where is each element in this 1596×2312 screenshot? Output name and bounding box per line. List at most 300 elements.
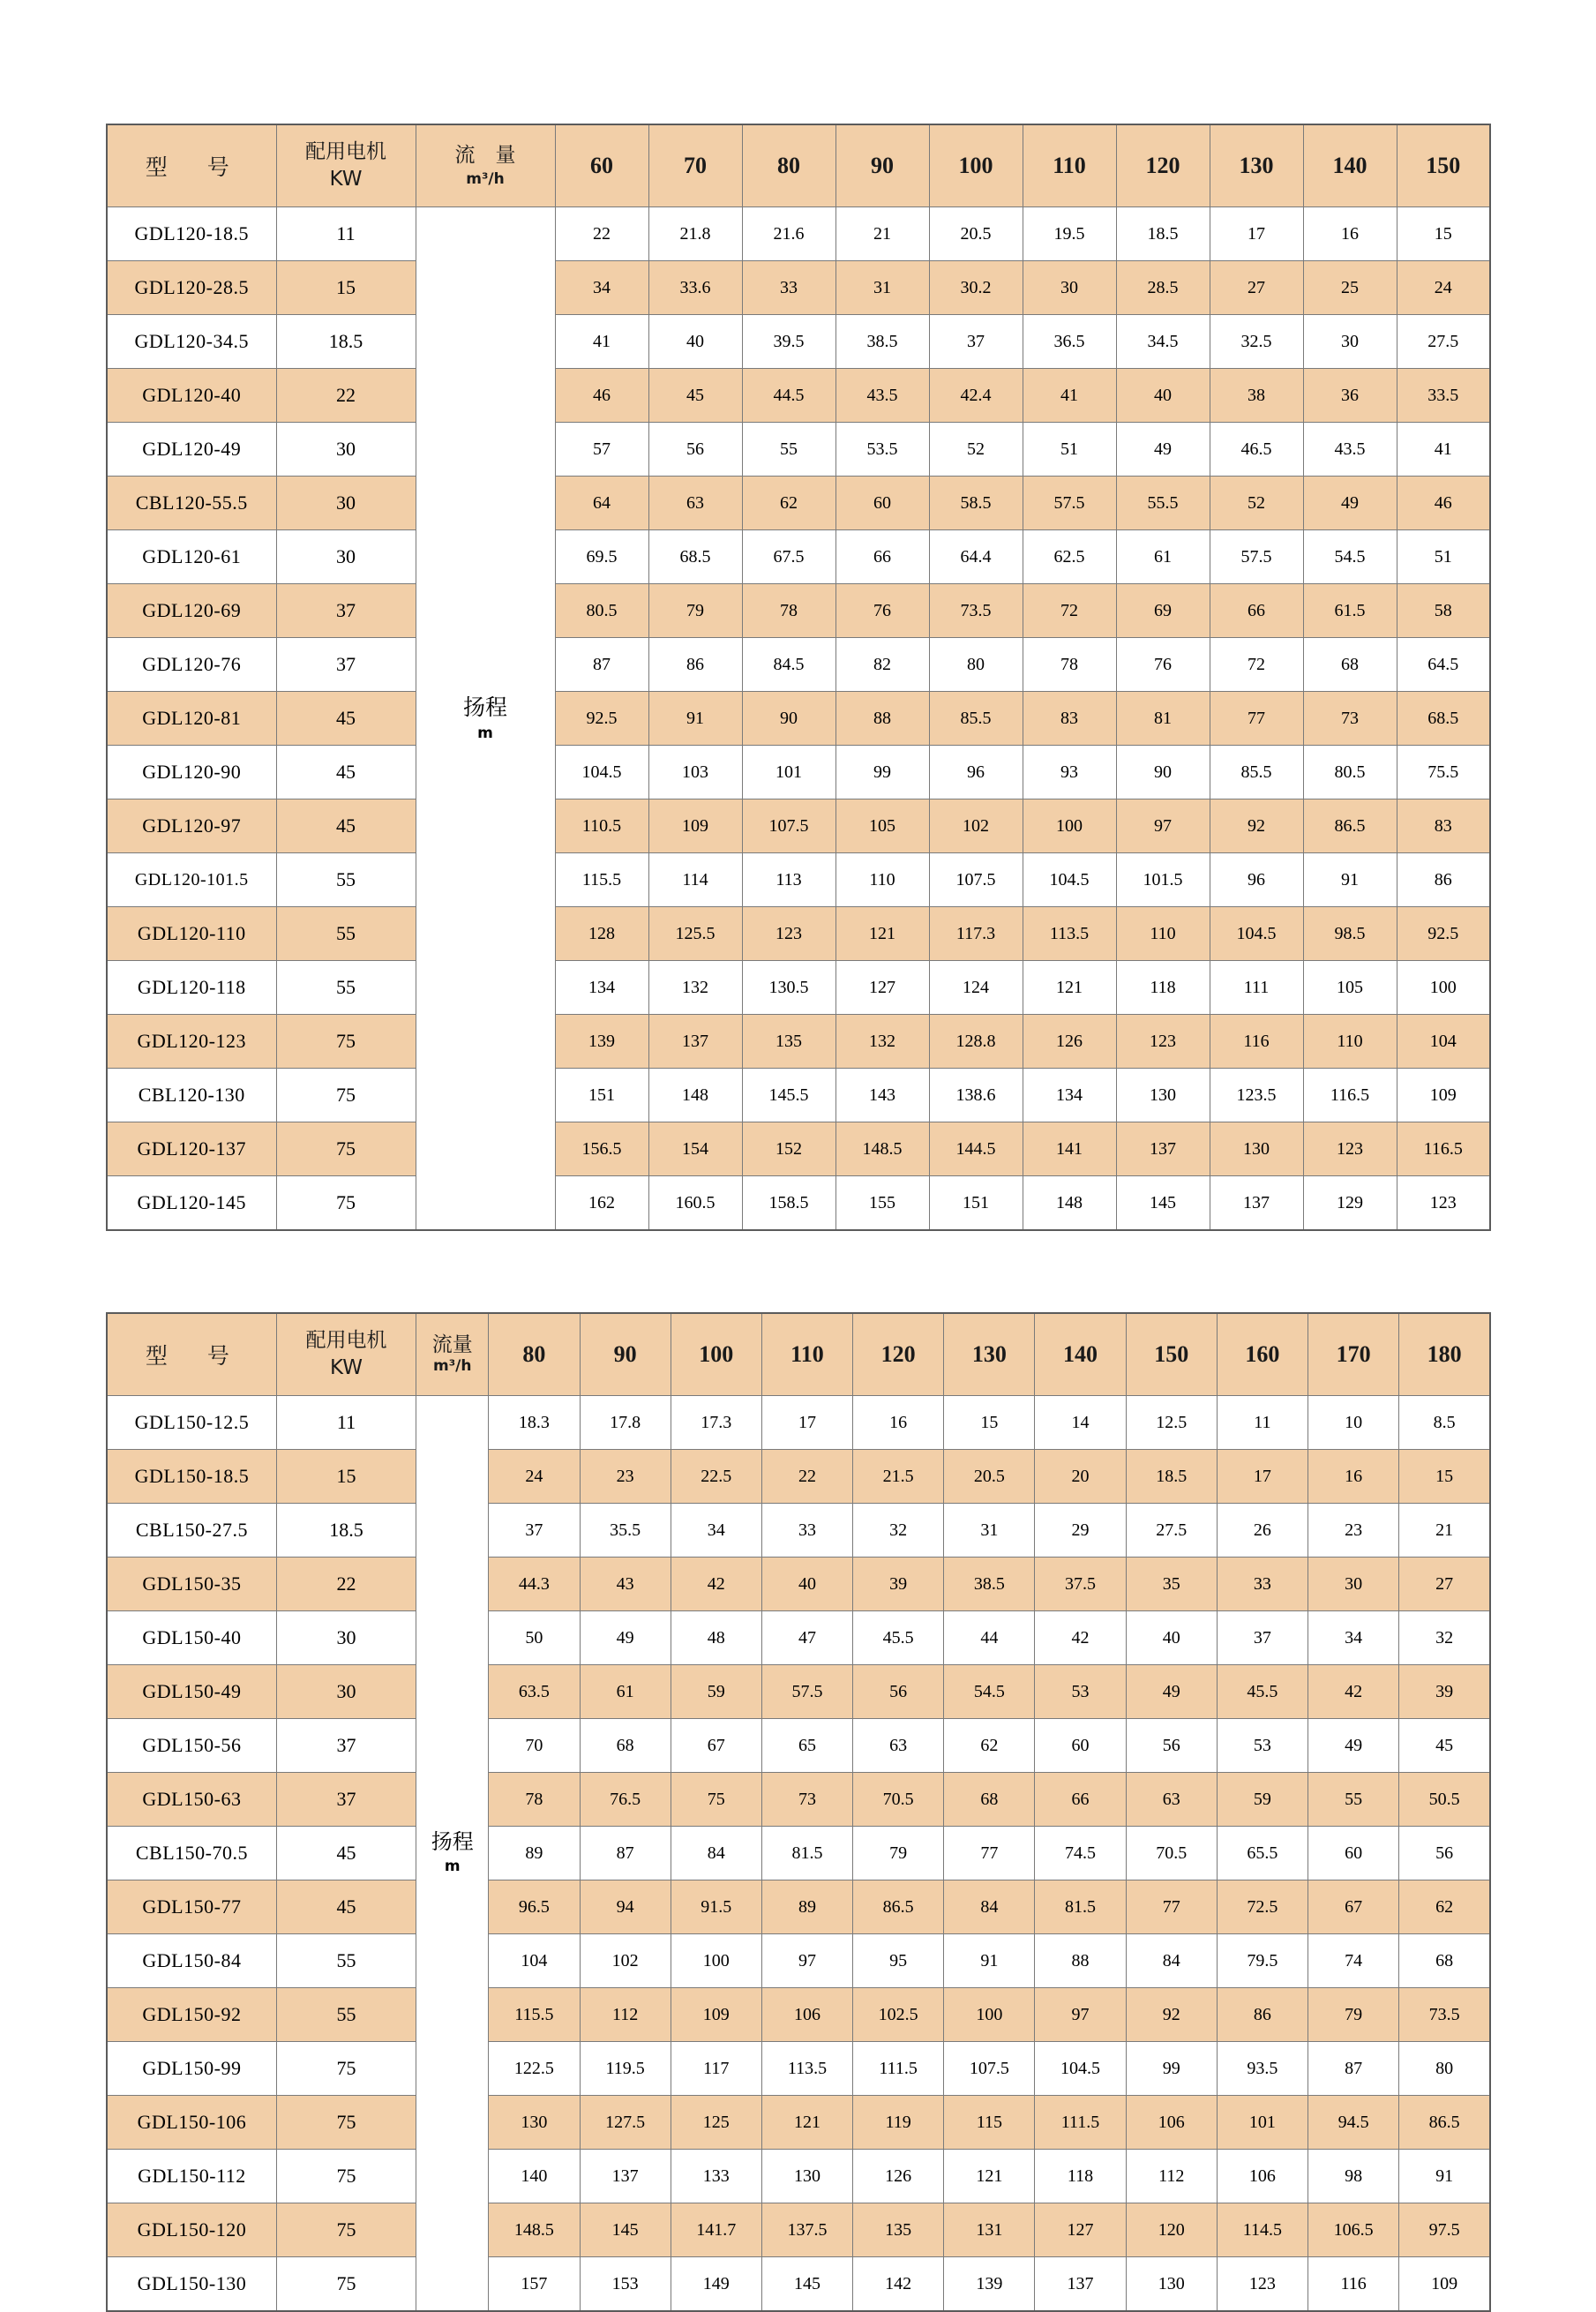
table-row	[107, 1396, 1490, 1450]
cell-head-value: 115.5	[555, 853, 648, 907]
cell-head-value: 20	[1035, 1450, 1126, 1504]
cell-head-value: 68	[1399, 1934, 1490, 1988]
cell-motor-kw: 55	[276, 961, 416, 1015]
cell-head-value: 102	[580, 1934, 671, 1988]
cell-head-value: 67	[671, 1719, 761, 1773]
cell-head-value: 46	[555, 369, 648, 423]
cell-head-value: 58.5	[929, 477, 1023, 530]
cell-head-value: 27	[1399, 1558, 1490, 1611]
cell-head-value: 78	[489, 1773, 580, 1827]
cell-head-value: 118	[1035, 2150, 1126, 2203]
cell-head-value: 23	[580, 1450, 671, 1504]
cell-head-value: 103	[648, 746, 742, 799]
cell-head-value: 20.5	[929, 207, 1023, 261]
cell-head-value: 90	[742, 692, 835, 746]
header-flow-col-2: 80	[742, 124, 835, 207]
cell-head-value: 18.5	[1126, 1450, 1217, 1504]
cell-head-value: 33.5	[1397, 369, 1490, 423]
cell-head-value: 92.5	[1397, 907, 1490, 961]
cell-head-value: 17.8	[580, 1396, 671, 1450]
cell-head-value: 54.5	[1303, 530, 1397, 584]
cell-head-value: 39	[853, 1558, 944, 1611]
header-flow-col-7: 150	[1126, 1313, 1217, 1396]
cell-head-value: 79.5	[1217, 1934, 1308, 1988]
cell-head-value: 123	[1217, 2257, 1308, 2312]
cell-head-value: 137	[1210, 1176, 1303, 1231]
cell-head-value: 120	[1126, 2203, 1217, 2257]
cell-head-value: 128.8	[929, 1015, 1023, 1069]
table-row	[107, 1558, 1490, 1611]
cell-head-value: 92.5	[555, 692, 648, 746]
cell-model: GDL150-84	[107, 1934, 276, 1988]
cell-head-value: 83	[1397, 799, 1490, 853]
table-row	[107, 369, 1490, 423]
cell-head-value: 117.3	[929, 907, 1023, 961]
cell-head-value: 101	[742, 746, 835, 799]
cell-head-value: 73	[1303, 692, 1397, 746]
cell-head-value: 106	[1217, 2150, 1308, 2203]
cell-head-value: 139	[944, 2257, 1035, 2312]
head-label-text: 扬程	[462, 694, 507, 720]
cell-head-value: 117	[671, 2042, 761, 2096]
cell-head-value: 127	[835, 961, 929, 1015]
cell-head-value: 81.5	[761, 1827, 852, 1880]
cell-model: GDL150-18.5	[107, 1450, 276, 1504]
cell-head-value: 111	[1210, 961, 1303, 1015]
cell-head-value: 113.5	[761, 2042, 852, 2096]
cell-head-value: 148	[648, 1069, 742, 1122]
cell-head-value: 133	[671, 2150, 761, 2203]
cell-motor-kw: 30	[276, 423, 416, 477]
cell-head-value: 88	[835, 692, 929, 746]
cell-head-value: 158.5	[742, 1176, 835, 1231]
table-row	[107, 1665, 1490, 1719]
cell-head-value: 142	[853, 2257, 944, 2312]
cell-head-value: 145.5	[742, 1069, 835, 1122]
head-label-unit: m	[477, 724, 493, 742]
cell-head-value: 100	[671, 1934, 761, 1988]
cell-head-value: 80	[1399, 2042, 1490, 2096]
cell-head-value: 139	[555, 1015, 648, 1069]
cell-head-value: 98	[1308, 2150, 1399, 2203]
cell-head-value: 56	[1399, 1827, 1490, 1880]
cell-head-value: 52	[929, 423, 1023, 477]
cell-head-value: 43.5	[1303, 423, 1397, 477]
cell-head-value: 63	[1126, 1773, 1217, 1827]
cell-head-value: 30	[1023, 261, 1116, 315]
cell-head-value: 154	[648, 1122, 742, 1176]
cell-head-value: 162	[555, 1176, 648, 1231]
cell-motor-kw: 45	[276, 1880, 416, 1934]
cell-motor-kw: 22	[276, 369, 416, 423]
cell-head-value: 97.5	[1399, 2203, 1490, 2257]
cell-model: GDL120-34.5	[107, 315, 276, 369]
cell-head-value: 62	[1399, 1880, 1490, 1934]
cell-head-value: 21.8	[648, 207, 742, 261]
cell-head-value: 84.5	[742, 638, 835, 692]
table-row	[107, 1176, 1490, 1231]
cell-head-value: 16	[1308, 1450, 1399, 1504]
cell-head-value: 24	[1397, 261, 1490, 315]
cell-head-value: 122.5	[489, 2042, 580, 2096]
cell-head-value: 49	[580, 1611, 671, 1665]
cell-head-value: 82	[835, 638, 929, 692]
cell-head-value: 87	[555, 638, 648, 692]
cell-head-value: 63	[853, 1719, 944, 1773]
cell-head-value: 50	[489, 1611, 580, 1665]
cell-head-value: 137.5	[761, 2203, 852, 2257]
cell-model: CBL150-70.5	[107, 1827, 276, 1880]
cell-head-value: 128	[555, 907, 648, 961]
cell-head-value: 55.5	[1116, 477, 1210, 530]
header-flow-col-9: 170	[1308, 1313, 1399, 1396]
cell-head-value: 111.5	[1035, 2096, 1126, 2150]
cell-head-value: 49	[1126, 1665, 1217, 1719]
cell-head-value: 126	[1023, 1015, 1116, 1069]
cell-head-value: 106	[1126, 2096, 1217, 2150]
cell-head-value: 116	[1210, 1015, 1303, 1069]
table-row	[107, 1773, 1490, 1827]
cell-head-value: 22.5	[671, 1450, 761, 1504]
cell-model: GDL120-18.5	[107, 207, 276, 261]
cell-head-value: 145	[761, 2257, 852, 2312]
cell-head-value: 63.5	[489, 1665, 580, 1719]
cell-head-value: 107.5	[742, 799, 835, 853]
cell-head-value: 112	[580, 1988, 671, 2042]
cell-head-value: 138.6	[929, 1069, 1023, 1122]
cell-head-value: 59	[671, 1665, 761, 1719]
cell-motor-kw: 30	[276, 530, 416, 584]
cell-head-value: 137	[648, 1015, 742, 1069]
cell-model: GDL120-76	[107, 638, 276, 692]
cell-head-value: 59	[1217, 1773, 1308, 1827]
cell-head-value: 33	[742, 261, 835, 315]
cell-head-value: 79	[1308, 1988, 1399, 2042]
header-flow-col-0: 60	[555, 124, 648, 207]
header-flow-col-8: 140	[1303, 124, 1397, 207]
cell-head-value: 68	[944, 1773, 1035, 1827]
cell-head-value: 21.5	[853, 1450, 944, 1504]
cell-head-value: 96	[1210, 853, 1303, 907]
cell-head-value: 130	[1116, 1069, 1210, 1122]
cell-head-value: 113.5	[1023, 907, 1116, 961]
header-motor	[276, 1313, 416, 1396]
cell-head-value: 42.4	[929, 369, 1023, 423]
cell-head-value: 17	[1210, 207, 1303, 261]
cell-head-value: 109	[671, 1988, 761, 2042]
cell-head-value: 148.5	[489, 2203, 580, 2257]
cell-head-value: 121	[944, 2150, 1035, 2203]
cell-head-value: 20.5	[944, 1450, 1035, 1504]
cell-head-value: 65	[761, 1719, 852, 1773]
cell-head-value: 129	[1303, 1176, 1397, 1231]
cell-head-value: 99	[835, 746, 929, 799]
cell-head-value: 65.5	[1217, 1827, 1308, 1880]
cell-model: GDL120-61	[107, 530, 276, 584]
cell-head-value: 151	[929, 1176, 1023, 1231]
cell-head-value: 41	[555, 315, 648, 369]
cell-model: GDL150-12.5	[107, 1396, 276, 1450]
cell-head-value: 119.5	[580, 2042, 671, 2096]
header-flow-col-0: 80	[489, 1313, 580, 1396]
cell-head-value: 121	[1023, 961, 1116, 1015]
cell-head-value: 95	[853, 1934, 944, 1988]
cell-head-value: 26	[1217, 1504, 1308, 1558]
cell-motor-kw: 75	[276, 2257, 416, 2312]
cell-model: GDL120-90	[107, 746, 276, 799]
cell-model: GDL120-49	[107, 423, 276, 477]
cell-head-value: 33.6	[648, 261, 742, 315]
cell-head-value: 62	[944, 1719, 1035, 1773]
cell-head-value: 27.5	[1397, 315, 1490, 369]
cell-head-value: 89	[761, 1880, 852, 1934]
cell-head-value: 75.5	[1397, 746, 1490, 799]
cell-head-value: 56	[1126, 1719, 1217, 1773]
cell-head-value: 68.5	[648, 530, 742, 584]
cell-head-value: 22	[555, 207, 648, 261]
header-flow-col-1: 70	[648, 124, 742, 207]
cell-motor-kw: 18.5	[276, 315, 416, 369]
cell-head-value: 137	[1035, 2257, 1126, 2312]
cell-head-value: 85.5	[1210, 746, 1303, 799]
cell-head-value: 27.5	[1126, 1504, 1217, 1558]
cell-motor-kw: 37	[276, 638, 416, 692]
header-flow-unit: m³/h	[432, 1357, 472, 1376]
header-flow-label: 流量	[431, 1332, 473, 1356]
cell-head-value: 37.5	[1035, 1558, 1126, 1611]
table-row	[107, 853, 1490, 907]
cell-head-value: 40	[761, 1558, 852, 1611]
table-row	[107, 1015, 1490, 1069]
cell-motor-kw: 22	[276, 1558, 416, 1611]
cell-motor-kw: 55	[276, 1934, 416, 1988]
cell-head-value: 15	[1399, 1450, 1490, 1504]
cell-head-value: 144.5	[929, 1122, 1023, 1176]
cell-head-value: 135	[742, 1015, 835, 1069]
cell-motor-kw: 30	[276, 477, 416, 530]
cell-motor-kw: 75	[276, 1069, 416, 1122]
table-row	[107, 584, 1490, 638]
cell-model: GDL120-137	[107, 1122, 276, 1176]
cell-head-value: 66	[1035, 1773, 1126, 1827]
cell-head-value: 53.5	[835, 423, 929, 477]
header-flow-label: 流 量	[454, 144, 516, 167]
cell-head-value: 110	[835, 853, 929, 907]
cell-head-value: 17	[761, 1396, 852, 1450]
cell-head-value: 92	[1126, 1988, 1217, 2042]
cell-head-value: 86.5	[1303, 799, 1397, 853]
cell-head-value: 123.5	[1210, 1069, 1303, 1122]
header-flow-col-3: 110	[761, 1313, 852, 1396]
table-row	[107, 2203, 1490, 2257]
cell-head-value: 62.5	[1023, 530, 1116, 584]
cell-head-value: 64.4	[929, 530, 1023, 584]
table-row	[107, 1069, 1490, 1122]
cell-head-value: 34.5	[1116, 315, 1210, 369]
cell-motor-kw: 37	[276, 1773, 416, 1827]
cell-head-value: 94.5	[1308, 2096, 1399, 2150]
cell-head-value: 66	[835, 530, 929, 584]
cell-head-value: 156.5	[555, 1122, 648, 1176]
cell-head-value: 80.5	[1303, 746, 1397, 799]
cell-motor-kw: 55	[276, 907, 416, 961]
cell-head-value: 31	[835, 261, 929, 315]
cell-head-value: 119	[853, 2096, 944, 2150]
table-row	[107, 907, 1490, 961]
cell-head-value: 51	[1023, 423, 1116, 477]
cell-head-value: 125	[671, 2096, 761, 2150]
table-row	[107, 1719, 1490, 1773]
cell-head-value: 24	[489, 1450, 580, 1504]
cell-model: GDL120-118	[107, 961, 276, 1015]
header-flow-col-7: 130	[1210, 124, 1303, 207]
cell-head-value: 94	[580, 1880, 671, 1934]
cell-head-value: 15	[944, 1396, 1035, 1450]
cell-model: GDL150-120	[107, 2203, 276, 2257]
pump-spec-table-gdl120	[106, 124, 1491, 1231]
cell-head-value: 27	[1210, 261, 1303, 315]
cell-head-value: 40	[648, 315, 742, 369]
cell-head-value: 70.5	[1126, 1827, 1217, 1880]
cell-head-value: 135	[853, 2203, 944, 2257]
cell-head-value: 87	[1308, 2042, 1399, 2096]
table-row	[107, 530, 1490, 584]
table-row	[107, 2042, 1490, 2096]
cell-head-value: 102	[929, 799, 1023, 853]
cell-head-value: 44.3	[489, 1558, 580, 1611]
cell-head-value: 60	[835, 477, 929, 530]
head-label-text: 扬程	[431, 1829, 474, 1855]
cell-motor-kw: 55	[276, 1988, 416, 2042]
cell-head-value: 68	[580, 1719, 671, 1773]
cell-head-value: 111.5	[853, 2042, 944, 2096]
table-row	[107, 477, 1490, 530]
cell-head-value: 76	[1116, 638, 1210, 692]
cell-head-value: 70.5	[853, 1773, 944, 1827]
cell-head-value: 36	[1303, 369, 1397, 423]
cell-head-value: 55	[1308, 1773, 1399, 1827]
cell-head-value: 57.5	[761, 1665, 852, 1719]
header-flow-col-2: 100	[671, 1313, 761, 1396]
table-row	[107, 1122, 1490, 1176]
header-flow-col-6: 120	[1116, 124, 1210, 207]
cell-head-value: 148	[1023, 1176, 1116, 1231]
header-flow	[416, 1313, 489, 1396]
cell-head-value: 42	[1035, 1611, 1126, 1665]
cell-head-value: 61	[1116, 530, 1210, 584]
cell-head-value: 127	[1035, 2203, 1126, 2257]
table-row	[107, 961, 1490, 1015]
cell-head-value: 60	[1308, 1827, 1399, 1880]
cell-head-value: 72.5	[1217, 1880, 1308, 1934]
cell-head-value: 91	[648, 692, 742, 746]
table-row	[107, 261, 1490, 315]
cell-head-value: 115	[944, 2096, 1035, 2150]
cell-head-value: 22	[761, 1450, 852, 1504]
cell-model: GDL120-101.5	[107, 853, 276, 907]
table-row	[107, 1934, 1490, 1988]
table-row	[107, 315, 1490, 369]
table-row	[107, 1827, 1490, 1880]
cell-head-value: 160.5	[648, 1176, 742, 1231]
cell-motor-kw: 11	[276, 1396, 416, 1450]
cell-head-value: 40	[1116, 369, 1210, 423]
cell-head-value: 53	[1217, 1719, 1308, 1773]
cell-head-value: 38	[1210, 369, 1303, 423]
cell-head-value: 45	[1399, 1719, 1490, 1773]
cell-head-value: 79	[853, 1827, 944, 1880]
cell-head-value: 143	[835, 1069, 929, 1122]
cell-head-value: 19.5	[1023, 207, 1116, 261]
cell-head-value: 105	[1303, 961, 1397, 1015]
cell-head-value: 123	[1303, 1122, 1397, 1176]
cell-head-value: 60	[1035, 1719, 1126, 1773]
table-row	[107, 2096, 1490, 2150]
cell-head-label	[416, 1396, 489, 2312]
cell-motor-kw: 75	[276, 2203, 416, 2257]
cell-head-value: 69.5	[555, 530, 648, 584]
cell-head-value: 130	[1210, 1122, 1303, 1176]
cell-motor-kw: 75	[276, 1122, 416, 1176]
cell-head-value: 72	[1023, 584, 1116, 638]
cell-head-value: 116.5	[1397, 1122, 1490, 1176]
cell-head-value: 92	[1210, 799, 1303, 853]
cell-head-value: 39	[1399, 1665, 1490, 1719]
cell-motor-kw: 15	[276, 1450, 416, 1504]
cell-head-value: 104.5	[1035, 2042, 1126, 2096]
cell-head-value: 86	[1217, 1988, 1308, 2042]
cell-head-value: 115.5	[489, 1988, 580, 2042]
cell-head-value: 48	[671, 1611, 761, 1665]
cell-motor-kw: 45	[276, 692, 416, 746]
header-flow-col-8: 160	[1217, 1313, 1308, 1396]
cell-head-value: 77	[1210, 692, 1303, 746]
cell-head-value: 30	[1303, 315, 1397, 369]
cell-head-value: 116	[1308, 2257, 1399, 2312]
cell-motor-kw: 30	[276, 1611, 416, 1665]
cell-head-value: 132	[648, 961, 742, 1015]
header-flow-col-9: 150	[1397, 124, 1490, 207]
cell-model: CBL120-130	[107, 1069, 276, 1122]
table-row	[107, 799, 1490, 853]
cell-head-value: 46.5	[1210, 423, 1303, 477]
table-header-row	[107, 1313, 1490, 1396]
cell-head-value: 109	[1397, 1069, 1490, 1122]
cell-head-value: 100	[944, 1988, 1035, 2042]
cell-head-value: 81	[1116, 692, 1210, 746]
cell-head-value: 127.5	[580, 2096, 671, 2150]
cell-model: GDL120-110	[107, 907, 276, 961]
cell-head-value: 137	[580, 2150, 671, 2203]
cell-head-value: 110	[1303, 1015, 1397, 1069]
cell-head-value: 72	[1210, 638, 1303, 692]
cell-model: GDL150-63	[107, 1773, 276, 1827]
cell-head-value: 47	[761, 1611, 852, 1665]
cell-head-value: 86.5	[853, 1880, 944, 1934]
cell-model: GDL150-49	[107, 1665, 276, 1719]
header-flow-col-5: 110	[1023, 124, 1116, 207]
cell-model: GDL150-40	[107, 1611, 276, 1665]
cell-head-value: 45.5	[1217, 1665, 1308, 1719]
cell-head-value: 55	[742, 423, 835, 477]
cell-head-value: 86	[1397, 853, 1490, 907]
cell-motor-kw: 15	[276, 261, 416, 315]
cell-head-value: 109	[1399, 2257, 1490, 2312]
cell-head-value: 63	[648, 477, 742, 530]
cell-head-value: 97	[1035, 1988, 1126, 2042]
cell-model: GDL150-35	[107, 1558, 276, 1611]
cell-head-value: 86	[648, 638, 742, 692]
